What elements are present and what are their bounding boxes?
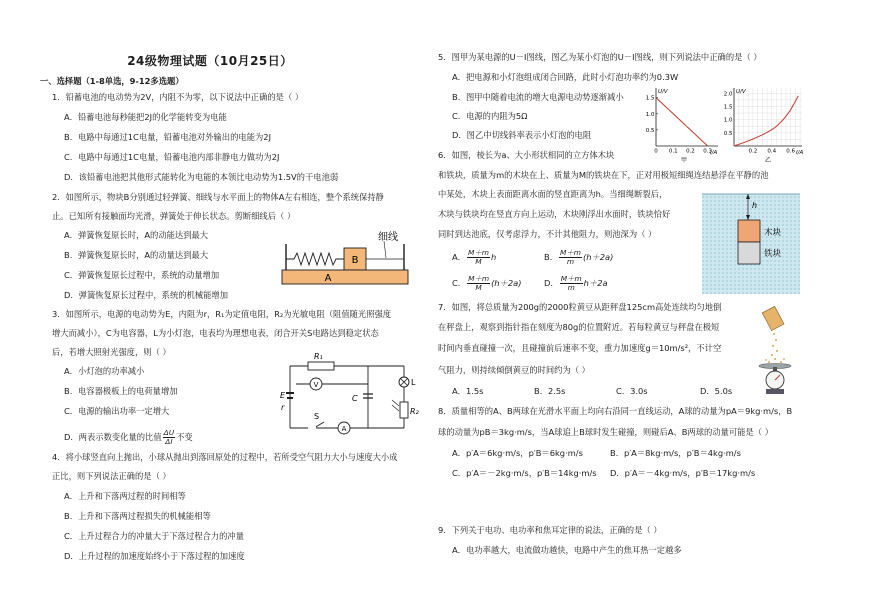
q6-line3: 中某处，木块上表面距离水面的竖直距离为h。当细绳断裂后， (438, 189, 668, 199)
yi-ytick-1: 1.5 (723, 104, 733, 111)
block-a (282, 270, 408, 284)
q6-a-frac (467, 249, 490, 266)
light-arrow-2 (392, 405, 399, 411)
block-a-label: A (324, 273, 332, 284)
switch-label: S (314, 412, 320, 421)
yi-xtick-0: 0.2 (748, 148, 758, 155)
q2-option-d: D．弹簧恢复原长过程中，系统的机械能增加 (64, 290, 229, 300)
q4-option-a: A．上升和下落两过程的时间相等 (64, 491, 186, 501)
q3-option-b: B．电容器极板上的电荷量增加 (64, 386, 178, 396)
switch-gap (308, 426, 316, 430)
yi-ytick-0: 2.0 (723, 91, 733, 98)
wood-label: 木块 (764, 228, 782, 238)
q6-a-num: M＋m (467, 248, 489, 257)
q3-option-d (64, 428, 193, 446)
q3-option-d-fraction (163, 429, 175, 446)
q6-c-pre: C． (452, 278, 467, 288)
emf-label: E (280, 391, 286, 400)
spring (286, 253, 344, 265)
string-label: 细线 (378, 232, 398, 243)
q3-option-d-post: 不变 (176, 432, 193, 442)
wood-block (738, 220, 760, 242)
q3-option-a: A．小灯泡的功率减小 (64, 366, 145, 376)
light-arrow-1 (392, 400, 399, 406)
jia-xtick-1: 0.1 (668, 148, 678, 155)
q6-option-a (452, 248, 496, 266)
q6-d-pre: D． (544, 278, 559, 288)
r2-photoresistor (400, 402, 408, 418)
q6-option-d (544, 274, 608, 292)
q7-option-a: A．1.5s (452, 386, 484, 396)
q6-line4: 木块与铁块均在竖直方向上运动，木块刚浮出水面时，铁块恰好 (438, 209, 671, 219)
q6-b-frac (559, 249, 582, 266)
page-title: 24级物理试题（10月25日） (127, 54, 293, 68)
q5-graph-yi (718, 84, 808, 164)
q7-line1: 7．如图，将总质量为200g的2000粒黄豆从距秤盘125cm高处连续均匀地倒 (438, 302, 722, 312)
q4-option-d: D．上升过程的加速度始终小于下落过程的加速度 (64, 551, 245, 561)
q3-stem-line1: 3．如图所示，电源的电动势为E，内阻为r，R₁为定值电阻，R₂为光敏电阻（阻值随光照强度 (52, 309, 392, 319)
q6-a-post: h (490, 252, 497, 262)
q9-stem: 9．下列关于电功、电功率和焦耳定律的说法，正确的是（ ） (438, 525, 662, 535)
q8-option-b: B．p′A＝8kg·m/s，p′B＝4kg·m/s (610, 448, 741, 458)
yi-xtick-2: 0.6 (786, 148, 796, 155)
jia-xlabel: I/A (710, 150, 718, 156)
q8-option-c: C．p′A＝－2kg·m/s，p′B＝14kg·m/s (452, 468, 597, 478)
q6-b-num: M＋m (560, 248, 581, 257)
r1-label: R₁ (314, 352, 323, 361)
q6-d-post: h＋2a (583, 278, 608, 288)
q3-frac-den: ΔI (165, 437, 173, 446)
q6-d-frac (560, 275, 583, 292)
yi-ytick-2: 1.0 (723, 117, 733, 124)
q6-b-pre: B． (544, 252, 558, 262)
q2-option-c: C．弹簧恢复原长过程中，系统的动量增加 (64, 270, 220, 280)
q6-line2: 和铁块，质量为m的木块在上、质量为M的铁块在下，正对用极短细绳连结悬浮在平静的池 (438, 170, 769, 180)
voltmeter-label: V (313, 381, 319, 389)
q2-stem-line1: 2．如图所示，物块B分别通过轻弹簧、细线与水平面上的物体A左右相连，整个系统保持静 (52, 192, 384, 202)
r1-resistor (308, 362, 334, 370)
q3-circuit-figure (278, 348, 419, 440)
q4-stem-line1: 4．将小球竖直向上抛出，小球从抛出到落回原处的过程中，若所受空气阻力大小与速度大小成 (52, 452, 398, 462)
q6-line5: 同时到达池底，仅考虑浮力，不计其他阻力，则池深为（ ） (438, 229, 657, 239)
q6-c-frac (467, 275, 490, 292)
r2-label: R₂ (410, 407, 419, 416)
yi-xlabel: I/A (796, 150, 804, 156)
scale-base (766, 389, 784, 394)
q7-line2: 在秤盘上，观察到指针指在刻度为80g的位置附近。若每粒黄豆与秤盘在极短 (438, 322, 720, 332)
q6-a-den: M (475, 257, 482, 266)
q6-line1: 6．如图，棱长为a、大小形状相同的立方体木块 (438, 150, 615, 160)
jia-ytick-1: 1.0 (645, 111, 655, 118)
q6-b-post: (h＋2a) (582, 252, 614, 262)
q2-option-a: A．弹簧恢复原长时，A的动能达到最大 (64, 230, 209, 240)
q5-stem: 5．图甲为某电源的U－I图线，图乙为某小灯泡的U－I图线，则下列说法中正确的是（ ） (438, 52, 762, 62)
q8-line1: 8．质量相等的A、B两球在光滑水平面上均向右沿同一直线运动，A球的动量为pA＝9kg·m/s，B (438, 406, 793, 416)
jia-xtick-2: 0.2 (686, 148, 695, 155)
falling-beans (765, 333, 785, 363)
internal-resistance-label: r (281, 403, 285, 412)
q6-c-den: M (475, 283, 482, 292)
block-b-label: B (351, 255, 359, 266)
q3-frac-num: ΔU (163, 428, 175, 437)
q5-option-c: C．电源的内阻为5Ω (452, 111, 528, 121)
q6-option-b (544, 248, 613, 266)
q2-option-b: B．弹簧恢复原长时，A的动量达到最大 (64, 250, 209, 260)
q1-stem: 1．铅蓄电池的电动势为2V，内阻不为零，以下说法中正确的是（ ） (52, 92, 304, 102)
q6-b-den: m (566, 257, 575, 266)
string-pointer (384, 241, 386, 258)
q7-option-c: C．3.0s (616, 386, 648, 396)
q1-option-a: A．铅蓄电池每秒能把2J的化学能转变为电能 (64, 112, 227, 122)
yi-ytick-3: 0.5 (723, 130, 733, 137)
q6-a-pre: A． (452, 252, 466, 262)
ammeter-label: A (341, 425, 347, 433)
yi-series-curve (734, 96, 798, 146)
q3-stem-line3: 后，若增大照射光强度，则（ ） (52, 347, 171, 357)
q7-option-b: B．2.5s (534, 386, 566, 396)
q6-d-num: M＋m (560, 274, 582, 283)
jia-caption: 甲 (680, 157, 688, 164)
q1-option-d: D．该铅蓄电池把其他形式能转化为电能的本领比电动势为1.5V的干电池弱 (64, 172, 339, 182)
q7-scale-figure (754, 304, 802, 396)
section-heading: 一、选择题（1-8单选，9-12多选题） (40, 76, 184, 86)
jia-series-line (656, 98, 708, 146)
yi-caption: 乙 (764, 157, 772, 164)
yi-xtick-1: 0.4 (767, 148, 777, 155)
jia-ytick-2: 0.5 (645, 127, 655, 134)
q6-c-post: (h＋2a) (491, 278, 522, 288)
q2-stem-line2: 止。已知所有接触面均光滑，弹簧处于伸长状态。剪断细线后（ ） (52, 211, 296, 221)
q1-option-c: C．电路中每通过1C电量，铅蓄电池内部非静电力做功为2J (64, 152, 280, 162)
q6-option-c (452, 274, 521, 292)
jia-ylabel: U/V (658, 89, 668, 95)
q8-line2: 球的动量为pB＝3kg·m/s，当A球追上B球时发生碰撞，则碰后A、B两球的动量可能是（ ） (438, 427, 774, 437)
q9-option-a: A．电功率越大，电流做功越快，电路中产生的焦耳热一定越多 (452, 545, 682, 555)
capacitor-label: C (352, 394, 358, 403)
q8-option-a: A．p′A＝6kg·m/s，p′B＝6kg·m/s (452, 448, 583, 458)
q7-line4: 气阻力，则持续倾倒黄豆的时间约为（ ） (438, 365, 590, 375)
q3-option-d-pre: D．两表示数变化量的比值 (64, 432, 162, 442)
yi-ylabel: U/V (736, 89, 746, 95)
q4-option-c: C．上升过程合力的冲量大于下落过程合力的冲量 (64, 531, 245, 541)
q3-option-c: C．电源的输出功率一定增大 (64, 406, 170, 416)
q4-stem-line2: 正比，则下列说法正确的是（ ） (52, 471, 171, 481)
q1-option-b: B．电路中每通过1C电量，铅蓄电池对外输出的电能为2J (64, 132, 272, 142)
q3-stem-line2: 增大而减小），C为电容器，L为小灯泡，电表均为理想电表，闭合开关S电路达到稳定状态 (52, 328, 379, 338)
q2-spring-block-figure (278, 226, 416, 286)
q5-graph-jia (644, 84, 724, 164)
h-label: h (752, 201, 758, 210)
iron-block (738, 242, 760, 264)
q7-line3: 时间内垂直碰撞一次，且碰撞前后速率不变，重力加速度g＝10m/s²，不计空 (438, 343, 722, 353)
q6-pool-figure (702, 192, 800, 296)
q5-option-b: B．图甲中随着电流的增大电源电动势逐渐减小 (452, 92, 624, 102)
q6-c-num: M＋m (468, 274, 490, 283)
q7-option-d: D．5.0s (700, 386, 733, 396)
q5-option-a: A．把电源和小灯泡组成闭合回路，此时小灯泡功率约为0.3W (452, 72, 679, 82)
lamp-label: L (411, 378, 416, 387)
q5-option-d: D．图乙中切线斜率表示小灯泡的电阻 (452, 130, 592, 140)
q4-option-b: B．上升和下落两过程损失的机械能相等 (64, 511, 211, 521)
jia-ytick-0: 1.5 (645, 95, 655, 102)
q8-option-d: D．p′A＝－4kg·m/s，p′B＝17kg·m/s (610, 468, 756, 478)
jia-xtick-3: 0.3 (703, 148, 713, 155)
battery-plate-long (286, 392, 294, 394)
battery-plate-short (287, 397, 293, 399)
q6-d-den: m (567, 283, 575, 292)
iron-label: 铁块 (764, 249, 782, 259)
jia-xtick-0: 0 (654, 148, 658, 155)
bean-cup (762, 306, 784, 330)
